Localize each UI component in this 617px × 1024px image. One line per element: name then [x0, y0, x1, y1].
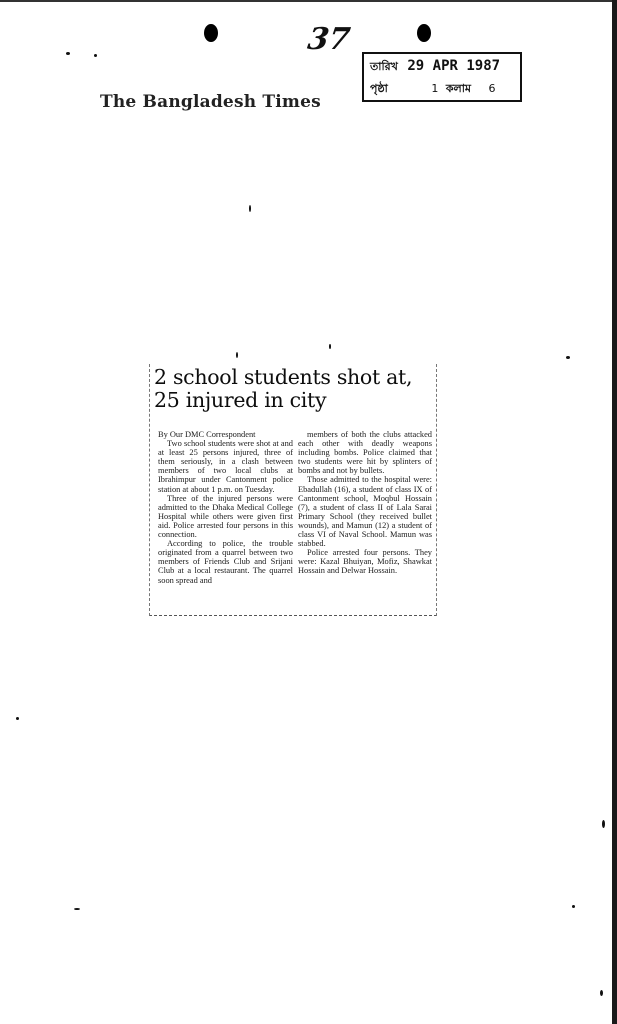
scan-speck [236, 352, 238, 358]
stamp-column-label: কলাম [445, 82, 472, 95]
stamp-date-label: তারিখ [370, 60, 398, 73]
scan-edge-right [612, 0, 617, 1024]
scan-speck [566, 356, 570, 359]
scan-speck [16, 717, 19, 720]
scan-speck [249, 205, 251, 212]
scan-speck [94, 54, 97, 57]
stamp-page-label: পৃষ্ঠা [370, 82, 388, 95]
article-paragraph: members of both the clubs attacked each other with deadly weapons including bombs. Police claimed that two students were hit by splinters of bombs and not by bullets. [298, 430, 432, 476]
stamp-page: 1 [431, 82, 439, 95]
stamp-column: 6 [488, 82, 496, 95]
article-headline: 2 school students shot at, 25 injured in city [154, 365, 413, 412]
scan-speck [600, 990, 603, 996]
scan-speck [66, 52, 70, 55]
scan-speck [74, 908, 80, 910]
punch-hole-left [204, 24, 218, 42]
scan-edge-top [0, 0, 617, 2]
date-stamp [362, 52, 522, 102]
scan-speck [572, 905, 575, 908]
punch-hole-right [417, 24, 431, 42]
article-byline: By Our DMC Correspondent [158, 430, 256, 439]
folio-number: 37 [305, 22, 353, 57]
article-column-right [298, 430, 432, 576]
article-paragraph: Two school students were shot at and at least 25 persons injured, three of them seriously, in a clash between members of two local clubs at Ibrahimpur under Cantonment police station at about 1 p.m. on Tuesday. [158, 439, 293, 494]
article-column-left [158, 430, 293, 585]
article-paragraph: Police arrested four persons. They were: Kazal Bhuiyan, Mofiz, Shawkat Hossain and Delwar Hossain. [298, 548, 432, 576]
article-paragraph: Those admitted to the hospital were: Ebadullah (16), a student of class IX of Cantonment school, Moqbul Hossain (7), a student of class II of Lala Sarai Primary School (they received bullet wounds), and Mamun (12) a student of class VI of Naval School. Mamun was stabbed. [298, 475, 432, 549]
newspaper-masthead: The Bangladesh Times [100, 92, 321, 112]
article-paragraph: According to police, the trouble originated from a quarrel between two members of Friends Club and Srijani Club at a local restaurant. The quarrel soon spread and [158, 539, 293, 585]
stamp-date-row [370, 58, 500, 77]
stamp-page-row [370, 80, 496, 99]
scan-speck [602, 820, 605, 828]
article-paragraph: Three of the injured persons were admitted to the Dhaka Medical College Hospital while others were given first aid. Police arrested four persons in this connection. [158, 493, 293, 540]
scan-speck [329, 344, 331, 349]
news-clipping [149, 364, 437, 616]
stamp-date: 29 APR 1987 [407, 58, 501, 74]
